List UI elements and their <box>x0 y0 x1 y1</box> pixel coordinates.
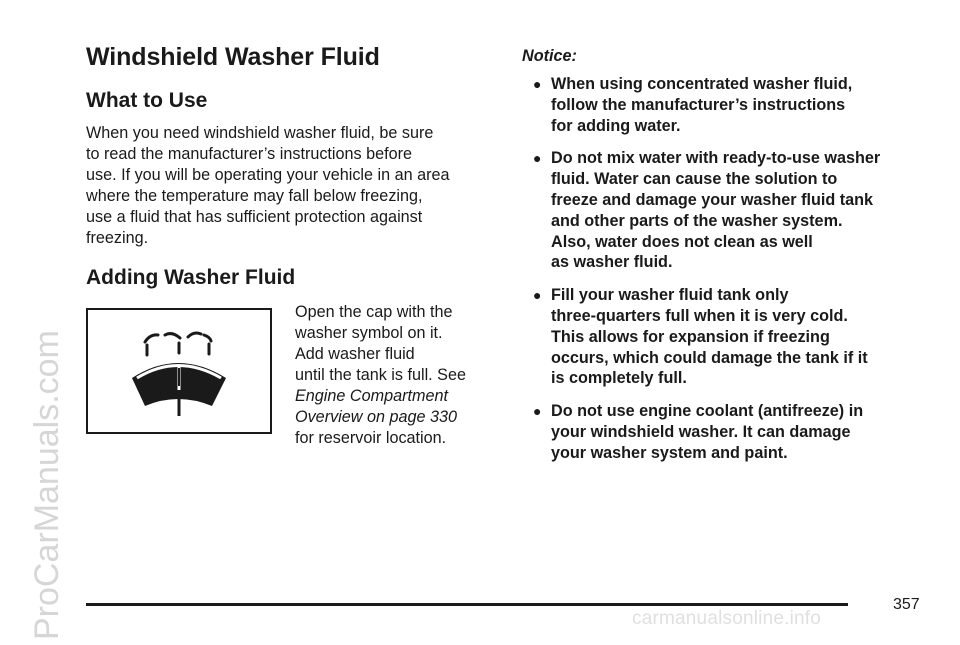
text-line: your windshield washer. It can damage <box>551 422 851 441</box>
what-to-use-paragraph <box>86 123 486 249</box>
page-title: Windshield Washer Fluid <box>86 43 380 71</box>
text-line: occurs, which could damage the tank if it <box>551 348 868 367</box>
adding-instructions <box>295 302 495 449</box>
notice-item <box>522 74 932 136</box>
bullet-icon: ● <box>533 403 542 420</box>
bullet-icon: ● <box>533 287 542 304</box>
right-column <box>522 46 932 476</box>
section-heading-adding-washer-fluid: Adding Washer Fluid <box>86 266 296 289</box>
notice-item <box>522 285 932 389</box>
text-line: three-quarters full when it is very cold. <box>551 306 848 325</box>
text-line: Do not mix water with ready-to-use washer <box>551 149 881 168</box>
text-line: Add washer fluid <box>295 345 415 363</box>
text-line: follow the manufacturer’s instructions <box>551 95 846 114</box>
text-line: your washer system and paint. <box>551 443 788 462</box>
text-line: Open the cap with the <box>295 303 453 321</box>
footer-rule <box>86 603 848 606</box>
text-line: use. If you will be operating your vehicle in an area <box>86 166 450 184</box>
notice-item <box>522 401 932 463</box>
text-line: Do not use engine coolant (antifreeze) in <box>551 402 864 421</box>
washer-symbol-figure <box>86 308 272 434</box>
page-number: 357 <box>893 596 920 613</box>
text-line: for reservoir location. <box>295 429 447 447</box>
text-line: where the temperature may fall below freezing, <box>86 187 423 205</box>
section-heading-what-to-use: What to Use <box>86 89 208 112</box>
notice-item <box>522 148 932 273</box>
bullet-icon: ● <box>533 150 542 167</box>
text-line: fluid. Water can cause the solution to <box>551 170 838 189</box>
bullet-icon: ● <box>533 76 542 92</box>
text-line: to read the manufacturer’s instructions before <box>86 145 413 163</box>
text-line: is completely full. <box>551 369 687 388</box>
text-line: When you need windshield washer fluid, be sure <box>86 124 434 142</box>
text-line: washer symbol on it. <box>295 324 443 342</box>
text-line: Fill your washer fluid tank only <box>551 286 789 305</box>
text-line: freeze and damage your washer fluid tank <box>551 190 874 209</box>
page-reference[interactable]: Engine Compartment <box>295 387 448 405</box>
text-line: as washer fluid. <box>551 253 673 272</box>
left-column <box>86 40 486 452</box>
adding-washer-fluid-block <box>86 302 486 452</box>
side-watermark <box>6 195 66 645</box>
side-watermark-text: ProCarManuals.com <box>28 330 66 640</box>
text-line: Also, water does not clean as well <box>551 232 813 251</box>
text-line: When using concentrated washer fluid, <box>551 75 853 93</box>
text-line: for adding water. <box>551 116 681 135</box>
page-reference[interactable]: Overview on page 330 <box>295 408 457 426</box>
text-line: freezing. <box>86 229 149 247</box>
bottom-watermark: carmanualsonline.info <box>632 608 822 629</box>
text-line: This allows for expansion if freezing <box>551 327 830 346</box>
notice-heading: Notice: <box>522 47 577 65</box>
text-line: use a fluid that has sufficient protection against <box>86 208 423 226</box>
washer-fluid-symbol-icon <box>88 310 270 432</box>
text-line: until the tank is full. See <box>295 366 466 384</box>
text-line: and other parts of the washer system. <box>551 211 843 230</box>
notice-list <box>522 74 932 464</box>
